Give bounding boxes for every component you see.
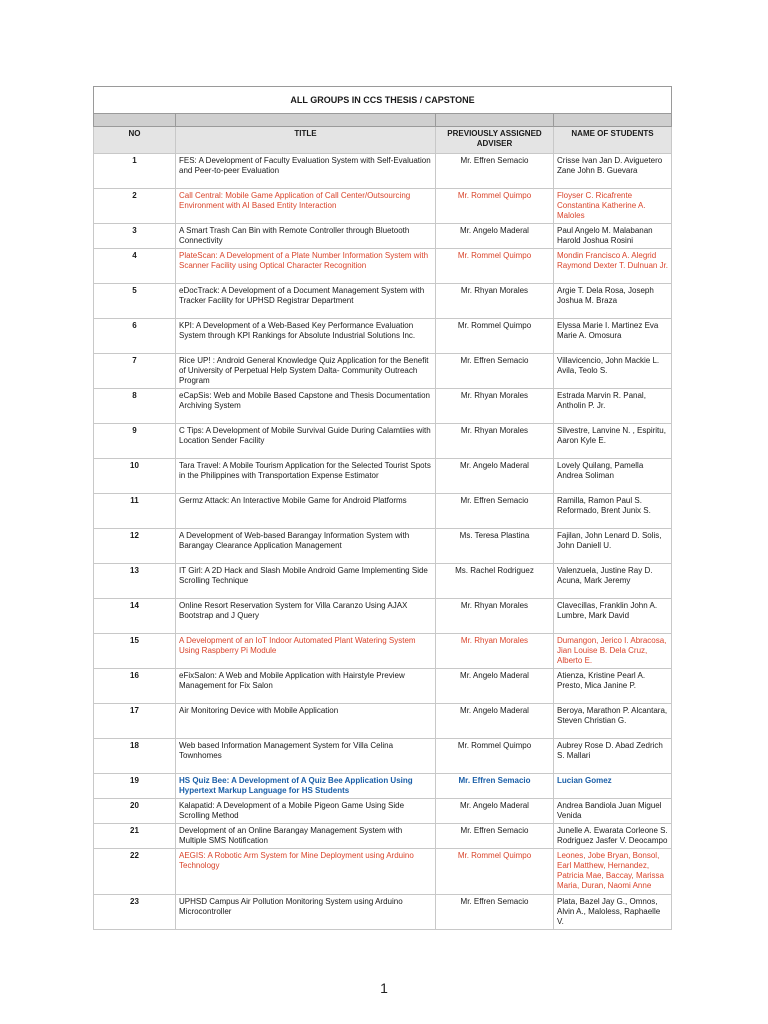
table-row [94,319,672,354]
row-title: Call Central: Mobile Game Application of Call Center/Outsourcing Environment with AI Based Entity Interaction [176,189,436,224]
header-adviser: PREVIOUSLY ASSIGNED ADVISER [436,127,554,154]
table-row [94,249,672,284]
row-students: Valenzuela, Justine Ray D. Acuna, Mark Jeremy [554,564,672,599]
row-title: AEGIS: A Robotic Arm System for Mine Deployment using Arduino Technology [176,849,436,895]
table-row [94,494,672,529]
row-adviser: Mr. Rommel Quimpo [436,189,554,224]
capstone-sheet [93,86,671,930]
row-no: 13 [94,564,176,599]
row-adviser: Mr. Effren Semacio [436,824,554,849]
row-adviser: Mr. Rhyan Morales [436,389,554,424]
table-row [94,634,672,669]
row-no: 1 [94,154,176,189]
row-students: Lucian Gomez [554,774,672,799]
table-row [94,459,672,494]
table-row [94,564,672,599]
row-no: 23 [94,895,176,930]
row-students: Atienza, Kristine Pearl A. Presto, Mica Janine P. [554,669,672,704]
row-title: Kalapatid: A Development of a Mobile Pigeon Game Using Side Scrolling Method [176,799,436,824]
row-title: Online Resort Reservation System for Villa Caranzo Using AJAX Bootstrap and J Query [176,599,436,634]
row-students: Villavicencio, John Mackie L. Avila, Teolo S. [554,354,672,389]
row-adviser: Mr. Angelo Maderal [436,224,554,249]
row-no: 14 [94,599,176,634]
row-no: 16 [94,669,176,704]
row-title: Web based Information Management System for Villa Celina Townhomes [176,739,436,774]
row-students: Ramilla, Ramon Paul S. Reformado, Brent Junix S. [554,494,672,529]
row-no: 17 [94,704,176,739]
row-no: 2 [94,189,176,224]
row-title: A Smart Trash Can Bin with Remote Controller through Bluetooth Connectivity [176,224,436,249]
row-adviser: Ms. Teresa Plastina [436,529,554,564]
row-title: IT Girl: A 2D Hack and Slash Mobile Android Game Implementing Side Scrolling Technique [176,564,436,599]
row-title: HS Quiz Bee: A Development of A Quiz Bee Application Using Hypertext Markup Language for HS Students [176,774,436,799]
row-students: Leones, Jobe Bryan, Bonsol, Earl Matthew, Hernandez, Patricia Mae, Baccay, Marissa Maria, Duran, Naomi Anne [554,849,672,895]
row-no: 15 [94,634,176,669]
row-title: UPHSD Campus Air Pollution Monitoring System using Arduino Microcontroller [176,895,436,930]
row-students: Crisse Ivan Jan D. Aviguetero Zane John B. Guevara [554,154,672,189]
table-row [94,529,672,564]
row-no: 3 [94,224,176,249]
header-students: NAME OF STUDENTS [554,127,672,154]
row-title: KPI: A Development of a Web-Based Key Performance Evaluation System through KPI Rankings for Absolute Industrial Solutions Inc. [176,319,436,354]
row-adviser: Mr. Angelo Maderal [436,669,554,704]
row-students: Plata, Bazel Jay G., Omnos, Alvin A., Maloless, Raphaelle V. [554,895,672,930]
row-students: Aubrey Rose D. Abad Zedrich S. Mallari [554,739,672,774]
row-title: A Development of Web-based Barangay Information System with Barangay Clearance Application Management [176,529,436,564]
row-no: 19 [94,774,176,799]
row-no: 21 [94,824,176,849]
row-adviser: Mr. Effren Semacio [436,494,554,529]
table-row [94,739,672,774]
row-students: Silvestre, Lanvine N. , Espiritu, Aaron Kyle E. [554,424,672,459]
table-row [94,895,672,930]
row-no: 8 [94,389,176,424]
page-number: 1 [380,980,388,996]
row-no: 20 [94,799,176,824]
row-title: eCapSis: Web and Mobile Based Capstone and Thesis Documentation Archiving System [176,389,436,424]
table-row [94,599,672,634]
table-row [94,849,672,895]
table-row [94,424,672,459]
row-title: Germz Attack: An Interactive Mobile Game for Android Platforms [176,494,436,529]
row-adviser: Mr. Effren Semacio [436,774,554,799]
row-adviser: Mr. Effren Semacio [436,354,554,389]
table-title: ALL GROUPS IN CCS THESIS / CAPSTONE [94,87,672,114]
row-adviser: Mr. Rhyan Morales [436,634,554,669]
row-title: PlateScan: A Development of a Plate Number Information System with Scanner Facility using Optical Character Recognition [176,249,436,284]
row-title: Air Monitoring Device with Mobile Application [176,704,436,739]
table-title-row [94,87,672,114]
row-no: 11 [94,494,176,529]
row-no: 7 [94,354,176,389]
gray-band [94,114,672,127]
table-row [94,799,672,824]
header-row [94,127,672,154]
row-adviser: Mr. Effren Semacio [436,154,554,189]
row-adviser: Mr. Rommel Quimpo [436,249,554,284]
row-students: Fajilan, John Lenard D. Solis, John Daniell U. [554,529,672,564]
row-students: Floyser C. Ricafrente Constantina Katherine A. Maloles [554,189,672,224]
row-no: 18 [94,739,176,774]
row-title: Rice UP! : Android General Knowledge Quiz Application for the Benefit of University of Perpetual Help System Dalta- Community Outreach Program [176,354,436,389]
row-students: Mondin Francisco A. Alegrid Raymond Dexter T. Dulnuan Jr. [554,249,672,284]
row-students: Clavecillas, Franklin John A. Lumbre, Mark David [554,599,672,634]
row-title: Development of an Online Barangay Management System with Multiple SMS Notification [176,824,436,849]
row-title: C Tips: A Development of Mobile Survival Guide During Calamtiies with Location Sender Facility [176,424,436,459]
row-no: 5 [94,284,176,319]
groups-table [93,86,672,930]
table-row [94,669,672,704]
row-no: 6 [94,319,176,354]
row-adviser: Mr. Rhyan Morales [436,424,554,459]
row-students: Paul Angelo M. Malabanan Harold Joshua Rosini [554,224,672,249]
table-row [94,389,672,424]
table-row [94,354,672,389]
table-row [94,824,672,849]
row-students: Dumangon, Jerico I. Abracosa, Jian Louise B. Dela Cruz, Alberto E. [554,634,672,669]
row-students: Junelle A. Ewarata Corleone S. Rodriguez Jasfer V. Deocampo [554,824,672,849]
row-students: Beroya, Marathon P. Alcantara, Steven Christian G. [554,704,672,739]
row-title: Tara Travel: A Mobile Tourism Application for the Selected Tourist Spots in the Philippines with Transportation Expense Estimator [176,459,436,494]
row-title: A Development of an IoT Indoor Automated Plant Watering System Using Raspberry Pi Module [176,634,436,669]
row-adviser: Mr. Rommel Quimpo [436,739,554,774]
row-adviser: Mr. Rhyan Morales [436,284,554,319]
table-row [94,189,672,224]
header-no: NO [94,127,176,154]
row-students: Estrada Marvin R. Panal, Antholin P. Jr. [554,389,672,424]
row-title: FES: A Development of Faculty Evaluation System with Self-Evaluation and Peer-to-peer Evaluation [176,154,436,189]
table-row [94,774,672,799]
row-adviser: Mr. Rommel Quimpo [436,319,554,354]
row-adviser: Mr. Rhyan Morales [436,599,554,634]
row-no: 22 [94,849,176,895]
row-no: 10 [94,459,176,494]
row-adviser: Mr. Angelo Maderal [436,459,554,494]
row-no: 9 [94,424,176,459]
row-adviser: Mr. Effren Semacio [436,895,554,930]
row-students: Lovely Quilang, Pamella Andrea Soliman [554,459,672,494]
table-row [94,224,672,249]
row-adviser: Mr. Rommel Quimpo [436,849,554,895]
row-students: Andrea Bandiola Juan Miguel Venida [554,799,672,824]
header-title: TITLE [176,127,436,154]
row-title: eDocTrack: A Development of a Document Management System with Tracker Facility for UPHSD Registrar Department [176,284,436,319]
row-no: 12 [94,529,176,564]
row-title: eFixSalon: A Web and Mobile Application with Hairstyle Preview Management for Fix Salon [176,669,436,704]
row-adviser: Ms. Rachel Rodriguez [436,564,554,599]
table-row [94,284,672,319]
row-adviser: Mr. Angelo Maderal [436,799,554,824]
row-students: Elyssa Marie I. Martinez Eva Marie A. Omosura [554,319,672,354]
row-no: 4 [94,249,176,284]
row-adviser: Mr. Angelo Maderal [436,704,554,739]
table-row [94,154,672,189]
row-students: Argie T. Dela Rosa, Joseph Joshua M. Braza [554,284,672,319]
table-row [94,704,672,739]
